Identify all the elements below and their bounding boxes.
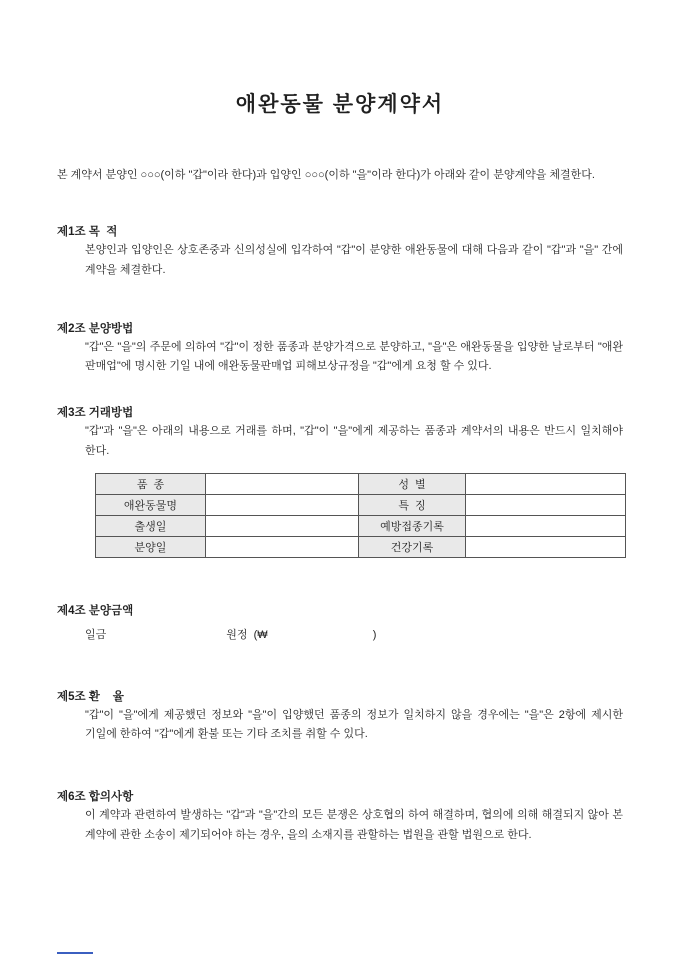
article-4-price (57, 602, 623, 642)
intro-paragraph: 본 계약서 분양인 ○○○(이하 "갑"이라 한다)과 입양인 ○○○(이하 "을"이라 한다)가 아래와 같이 분양계약을 체결한다. (57, 169, 595, 181)
article-2-method (57, 320, 623, 377)
article-3-transaction (57, 404, 623, 558)
health-record-label-cell: 건강기록 (359, 536, 466, 557)
article-5-refund (57, 688, 623, 745)
article-2-heading: 제2조 분양방법 (57, 322, 134, 335)
pet-name-label-cell: 애완동물명 (96, 494, 206, 515)
amount-suffix: ) (372, 628, 377, 641)
table-row-breed-sex (96, 473, 626, 494)
article-3-heading: 제3조 거래방법 (57, 407, 134, 420)
article-3-body: "갑"과 "을"은 아래의 내용으로 거래를 하며, "갑"이 "을"에게 제공하는 품종과 계약서의 내용은 반드시 일치해야 한다. (85, 425, 623, 457)
article-1-purpose (57, 223, 623, 280)
footer-mark (57, 952, 93, 954)
sex-label-cell: 성 별 (359, 473, 466, 494)
article-6-heading: 제6조 합의사항 (57, 791, 134, 804)
features-value-cell (466, 494, 626, 515)
health-record-value-cell (466, 536, 626, 557)
vaccination-label-cell: 예방접종기록 (359, 515, 466, 536)
amount-currency: 원정 (₩ (226, 628, 268, 641)
adoption-date-value-cell (206, 536, 359, 557)
table-row-birth-vaccine (96, 515, 626, 536)
amount-line (85, 626, 623, 642)
pet-name-value-cell (206, 494, 359, 515)
birthdate-label-cell: 출생일 (96, 515, 206, 536)
article-4-heading: 제4조 분양금액 (57, 604, 134, 617)
breed-value-cell (206, 473, 359, 494)
adoption-date-label-cell: 분양일 (96, 536, 206, 557)
amount-blank-2 (268, 637, 373, 638)
article-6-agreement (57, 788, 623, 845)
pet-info-table (95, 473, 626, 558)
table-row-adoption-health (96, 536, 626, 557)
article-1-heading: 제1조 목 적 (57, 226, 118, 239)
article-5-heading: 제5조 환 율 (57, 690, 124, 703)
features-label-cell: 특 징 (359, 494, 466, 515)
breed-label-cell: 품 종 (96, 473, 206, 494)
article-5-body: "갑"이 "을"에게 제공했던 정보와 "을"이 입양했던 품종의 정보가 일치하지 않을 경우에는 "을"은 2항에 제시한 기일에 한하여 "갑"에게 환불 또는 기타 조치를 취할 수 있다. (85, 708, 623, 740)
amount-prefix: 일금 (85, 628, 107, 641)
document-title: 애완동물 분양계약서 (235, 93, 445, 116)
sex-value-cell (466, 473, 626, 494)
article-6-body: 이 계약과 관련하여 발생하는 "갑"과 "을"간의 모든 분쟁은 상호협의 하여 해결하며, 협의에 의해 해결되지 않아 본 계약에 관한 소송이 제기되어야 하는 경우, 을의 소재지를 관할하는 법원을 관할 법원으로 한다. (85, 809, 623, 841)
article-1-body: 본양인과 입양인은 상호존중과 신의성실에 입각하여 "갑"이 분양한 애완동물에 대해 다음과 같이 "갑"과 "을" 간에 계약을 체결한다. (85, 244, 623, 276)
article-2-body: "갑"은 "을"의 주문에 의하여 "갑"이 정한 품종과 분양가격으로 분양하고, "을"은 애완동물을 입양한 날로부터 "애완 판매업"에 명시한 기일 내에 애완동물판매업 피해보상규정을 "갑"에게 요청 할 수 있다. (85, 340, 623, 372)
birthdate-value-cell (206, 515, 359, 536)
amount-blank-1 (106, 637, 226, 638)
vaccination-value-cell (466, 515, 626, 536)
table-row-name-features (96, 494, 626, 515)
